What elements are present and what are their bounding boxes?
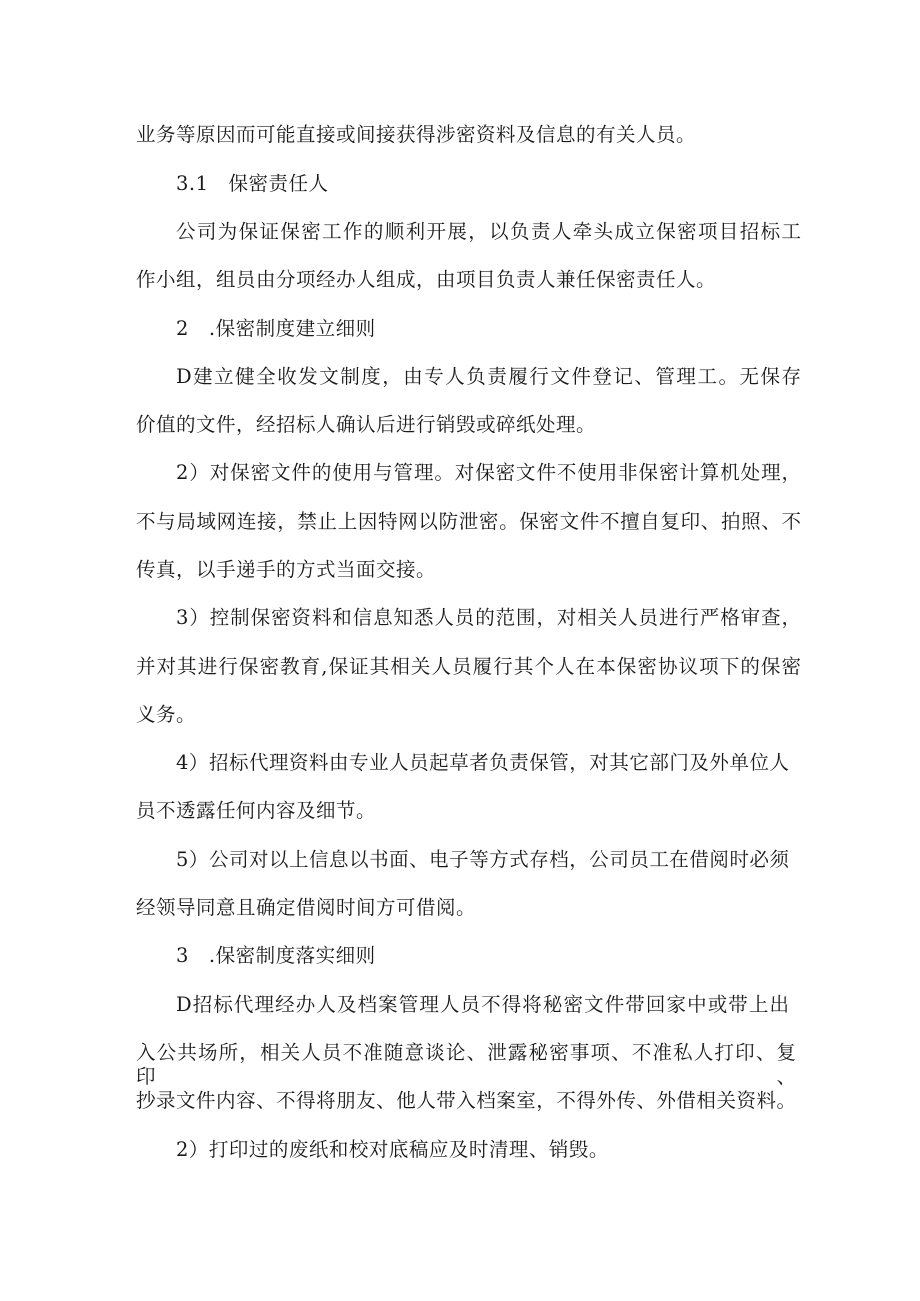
text-line: 并对其进行保密教育,保证其相关人员履行其个人在本保密协议项下的保密 — [136, 655, 801, 678]
section-heading: 2 .保密制度建立细则 — [176, 317, 376, 340]
text-line: 传真，以手递手的方式当面交接。 — [136, 558, 437, 581]
text-line: 2）对保密文件的使用与管理。对保密文件不使用非保密计算机处理， — [176, 461, 801, 484]
text-line: 业务等原因而可能直接或间接获得涉密资料及信息的有关人员。 — [136, 123, 697, 146]
section-heading: 3 .保密制度落实细则 — [176, 944, 376, 967]
text-line: 抄录文件内容、不得将朋友、他人带入档案室，不得外传、外借相关资料。 — [136, 1089, 796, 1112]
text-line: 2）打印过的废纸和校对底稿应及时清理、销毁。 — [176, 1138, 609, 1161]
text-line: 员不透露任何内容及细节。 — [136, 799, 377, 822]
text-line: 经领导同意且确定借阅时间方可借阅。 — [136, 896, 477, 919]
text-line: D建立健全收发文制度，由专人负责履行文件登记、管理工。无保存 — [176, 365, 801, 388]
text-line: 价值的文件，经招标人确认后进行销毁或碎纸处理。 — [136, 413, 597, 436]
text-line: 入公共场所，相关人员不准随意谈论、泄露秘密事项、不准私人打印、复印、 — [136, 1041, 796, 1088]
text-line: D招标代理经办人及档案管理人员不得将秘密文件带回家中或带上出 — [176, 993, 789, 1016]
section-heading: 3.1 保密责任人 — [176, 172, 329, 195]
text-line: 5）公司对以上信息以书面、电子等方式存档，公司员工在借阅时必须 — [176, 848, 789, 871]
text-line: 作小组，组员由分项经办人组成，由项目负责人兼任保密责任人。 — [136, 268, 717, 291]
text-line: 不与局域网连接，禁止上因特网以防泄密。保密文件不擅自复印、拍照、不 — [136, 510, 801, 533]
text-line: 4）招标代理资料由专业人员起草者负责保管，对其它部门及外单位人 — [176, 751, 789, 774]
text-line: 公司为保证保密工作的顺利开展，以负责人牵头成立保密项目招标工 — [176, 220, 801, 243]
text-line: 义务。 — [136, 703, 197, 726]
text-line: 3）控制保密资料和信息知悉人员的范围，对相关人员进行严格审查， — [176, 606, 801, 629]
